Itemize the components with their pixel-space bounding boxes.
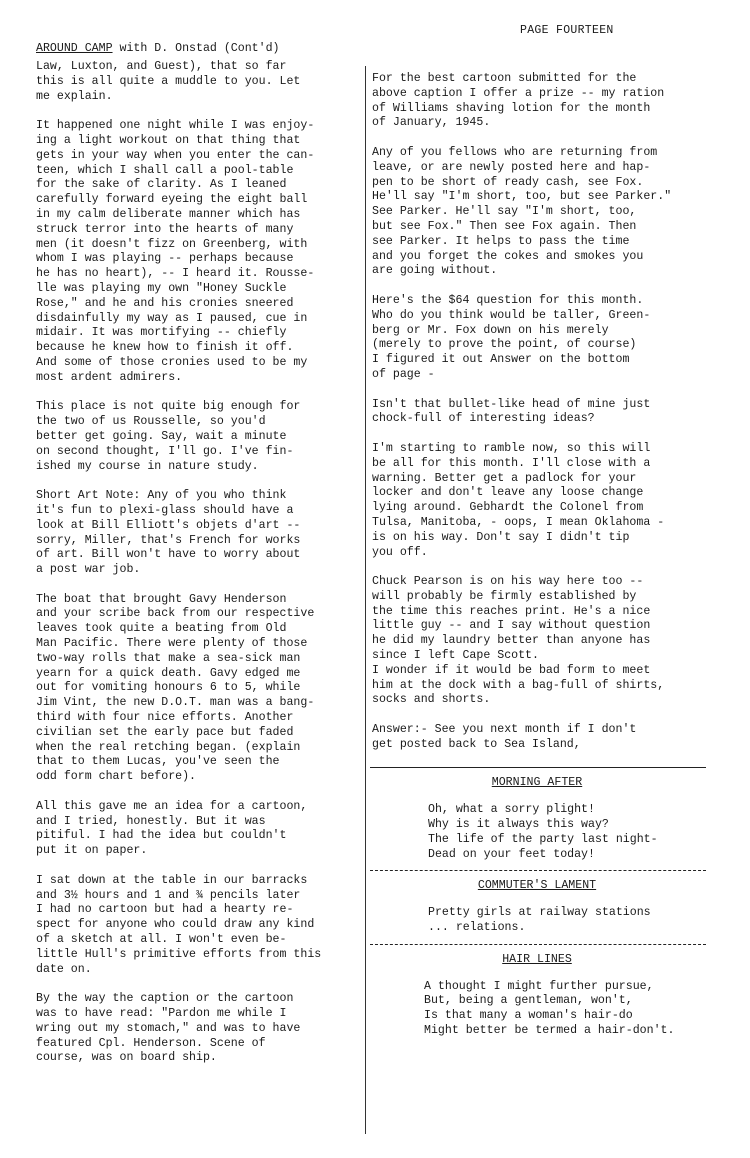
paragraph: Answer:- See you next month if I don't get posted back to Sea Island, <box>372 723 637 751</box>
paragraph: Any of you fellows who are returning from leave, or are newly posted here and hap- pen to be short of ready cash, see Fox. He'll say "I'm short, too, but see Parker." See Parker. He'll say "I'm short, too, but see Fox." Then see Fox again. Then see Parker. It helps to pass the time and you forget the cokes and smokes you are going without. <box>372 145 672 278</box>
page-number: PAGE FOURTEEN <box>520 24 614 37</box>
paragraph: Short Art Note: Any of you who think it's fun to plexi-glass should have a look at Bill Elliott's objets d'art -- sorry, Miller, that's French for works of art. Bill won't have to worry about a post war job. <box>36 489 301 577</box>
poem-commuters-lament: Pretty girls at railway stations ... relations. <box>428 906 651 935</box>
heading-title: AROUND CAMP <box>36 42 113 55</box>
paragraph: Chuck Pearson is on his way here too -- will probably be firmly established by the time this reaches print. He's a nice little guy -- and I say without question he did my laundry better than anyone has since I left Cape Scott. I wonder if it would be bad form to meet him at the dock with a bag-full of shirts, socks and shorts. <box>372 575 665 707</box>
paragraph: Here's the $64 question for this month. Who do you think would be taller, Green- berg or Mr. Fox down on his merely (merely to prove the point, of course) I figured it out Answer on the bottom of page - <box>372 293 651 381</box>
poem-morning-after: Oh, what a sorry plight! Why is it always this way? The life of the party last night- Dead on your feet today! <box>428 803 658 861</box>
section-rule <box>370 870 706 871</box>
poem-title-commuters-lament: COMMUTER'S LAMENT <box>477 879 597 893</box>
poem-hair-lines: A thought I might further pursue, But, being a gentleman, won't, Is that many a woman's hair-do Might better be termed a hair-don't. <box>424 979 675 1038</box>
paragraph: Isn't that bullet-like head of mine just chock-full of interesting ideas? <box>372 397 651 426</box>
paragraph: It happened one night while I was enjoy- ing a light workout on that thing that gets in your way when you enter the can- teen, which I shall call a pool-table for the sake of clarity. As I leaned carefully forward eyeing the eight ball in my calm deliberate manner which has struck terror into the hearts of many men (it doesn't fizz on Greenberg, with whom I was playing -- perhaps because he has no heart), -- I heard it. Rousse- lle was playing my own "Honey Suckle Rose," and he and his cronies sneered disdainfully my way as I paused, cue in midair. It was mortifying -- chiefly because he knew how to finish it off. And some of those cronies used to be my most ardent admirers. <box>36 119 315 384</box>
poem-title-hair-lines: HAIR LINES <box>502 952 572 966</box>
paragraph: I sat down at the table in our barracks and 3½ hours and 1 and ¾ pencils later I had no cartoon but had a hearty re- spect for anyone who could draw any kind of a sketch at all. I won't even be- little Hull's primitive efforts from this date on. <box>36 873 322 976</box>
paragraph: Law, Luxton, and Guest), that so far this is all quite a muddle to you. Let me explain. <box>36 60 301 103</box>
left-column <box>36 60 358 1081</box>
heading-byline: with D. Onstad (Cont'd) <box>112 42 280 55</box>
paragraph: For the best cartoon submitted for the above caption I offer a prize -- my ration of Williams shaving lotion for the month of January, 1945. <box>372 72 665 130</box>
right-column <box>372 72 702 1045</box>
paragraph: The boat that brought Gavy Henderson and your scribe back from our respective leaves took quite a beating from Old Man Pacific. There were plenty of those two-way rolls that make a sea-sick man yearn for a quick death. Gavy edged me out for vomiting honours 6 to 5, while Jim Vint, the new D.O.T. man was a bang- third with four nice efforts. Another civilian set the early pace but faded when the real retching began. (explain that to them Lucas, you've seen the odd form chart before). <box>36 592 315 784</box>
paragraph: By the way the caption or the cartoon was to have read: "Pardon me while I wring out my stomach," and was to have featured Cpl. Henderson. Scene of course, was on board ship. <box>36 992 301 1065</box>
poem-title-morning-after: MORNING AFTER <box>491 776 583 790</box>
paragraph: I'm starting to ramble now, so this will be all for this month. I'll close with a warning. Better get a padlock for your locker and don't leave any loose change lying around. Gebhardt the Colonel from Tulsa, Manitoba, - oops, I mean Oklahoma - is on his way. Don't say I didn't tip you off. <box>372 441 665 559</box>
section-rule <box>370 767 706 768</box>
column-heading <box>36 42 280 57</box>
paragraph: This place is not quite big enough for the two of us Rousselle, so you'd better get going. Say, wait a minute on second thought, I'll go. I've fin- ished my course in nature study. <box>36 400 301 473</box>
paragraph: All this gave me an idea for a cartoon, and I tried, honestly. But it was pitiful. I had the idea but couldn't put it on paper. <box>36 799 308 858</box>
section-rule <box>370 944 706 945</box>
column-divider <box>365 66 366 1134</box>
